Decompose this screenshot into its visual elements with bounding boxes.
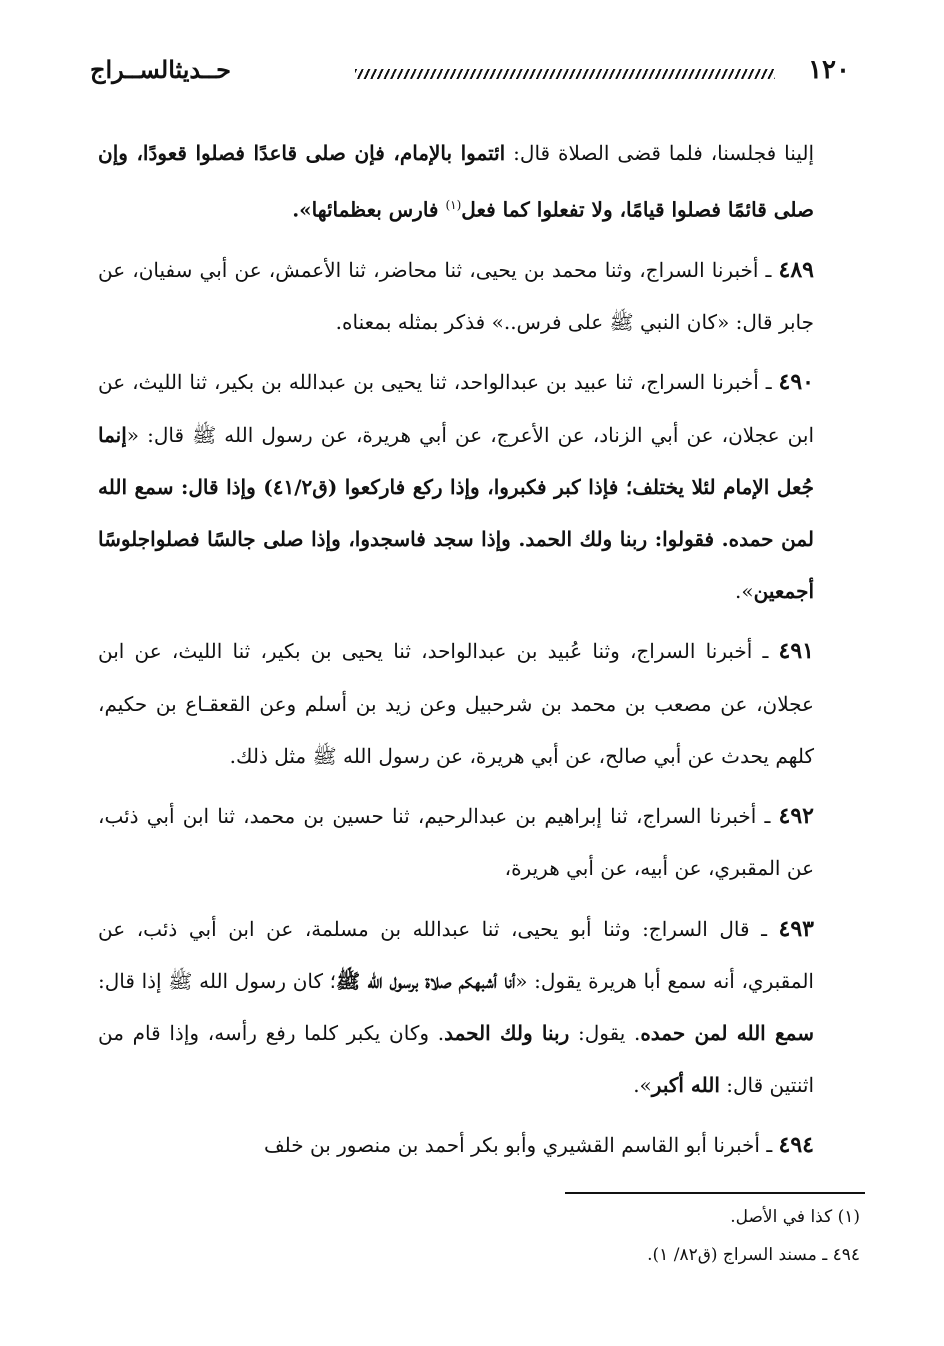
page-header [90,55,850,95]
hadith-number: ٤٩٠ [778,369,814,396]
main-text [98,125,814,1172]
hadith-text-bold: الله أكبر [651,1073,720,1098]
footnote-1: (١) كذا في الأصل. [730,1207,860,1227]
hadith-text-bold: فارس بعظمائها». [292,197,446,222]
text-run: . وكان يكبر كلما رفع رأسه، وإذا قام من اثنتين قال: [98,1020,814,1098]
hadith-text-bold: ربنا ولك الحمد [444,1020,570,1045]
hadith-number: ٤٨٩ [778,257,814,284]
hadith-number: ٤٩٢ [778,803,814,830]
footnotes [300,1198,860,1274]
text-run: ؛ كان رسول الله ﷺ إذا قال: [98,968,337,993]
hadith-number: ٤٩٣ [778,915,814,942]
footnote-marker: (١) [445,198,462,213]
text-run: ». [633,1073,652,1098]
hadith-490 [98,354,814,617]
text-run: ـ أخبرنا السراج، ثنا عبيد بن عبدالواحد، ثنا يحيى بن عبدالله بن بكير، ثنا الليث، عن ابن عجلان، عن أبي الزناد، عن الأعرج، عن أبي هريرة، عن رسول الله ﷺ قال: « [98,370,814,447]
hadith-489 [98,242,814,348]
hadith-number: ٤٩٤ [778,1132,814,1159]
hadith-text-bold: سمع الله لمن حمده [640,1020,814,1045]
hadith-text-bold: أنا أشبهكم صلاة برسول الله ﷺ [336,968,516,993]
hadith-text: ـ أخبرنا السراج، وثنا عُبيد بن عبدالواحد، ثنا يحيى بن بكير، ثنا الليث، عن ابن عجلان، عن مصعب بن محمد بن شرحبيل وعن زيد بن أسلم وعن القعقـاع بن حكيم، كلهم يحدث عن أبي صالح، عن أبي هريرة، عن رسول الله ﷺ مثل ذلك. [98,639,814,768]
footnote-source: ٤٩٤ ـ مسند السراج (ق٨٢/ ١). [647,1245,860,1265]
hadith-number: ٤٩١ [778,638,814,665]
hadith-text: ـ أخبرنا أبو القاسم القشيري وأبو بكر أحمد بن منصور بن خلف [263,1133,779,1158]
hadith-492 [98,788,814,894]
hadith-491 [98,623,814,782]
running-title: حــديثالســراج [90,55,231,84]
hadith-text: ـ أخبرنا السراج، ثنا إبراهيم بن عبدالرحيم، ثنا حسين بن محمد، ثنا ابن أبي ذئب، عن المقبري، عن أبيه، عن أبي هريرة، [98,804,814,881]
hadith-text-bold: إنما جُعل الإمام لئلا يختلف؛ فإذا كبر فكبروا، وإذا ركع فاركعوا (ق٤١/٢) وإذا قال: سمع الله لمن حمده. فقولوا: ربنا ولك الحمد. وإذا سجد فاسجدوا، وإذا صلى جالسًا فصلواجلوسًا أجمعين [98,422,814,604]
text-run: . يقول: [569,1020,641,1045]
hadith-text: ـ أخبرنا السراج، وثنا محمد بن يحيى، ثنا محاضر، ثنا الأعمش، عن أبي سفيان، عن جابر قال: «كان النبي ﷺ على فرس..» فذكر بمثله بمعناه. [98,258,814,335]
hadith-494 [98,1117,814,1171]
header-ornament-rule [355,69,775,79]
paragraph-continuation [98,125,814,236]
footnote-separator [565,1192,865,1194]
hadith-493 [98,901,814,1112]
text-run: ». [735,579,754,604]
page-number: ١٢٠ [808,55,850,85]
text-run: ـ قال السراج: وثنا أبو يحيى، ثنا عبدالله بن مسلمة، عن ابن أبي ذئب، عن المقبري، أنه سمع أبا هريرة يقول: « [98,916,814,993]
text-run: إلينا فجلسنا، فلما قضى الصلاة قال: [505,141,815,165]
hadith-text-bold: ائتموا بالإمام، فإن صلى قاعدًا فصلوا قعودًا، وإن صلى قائمًا فصلوا قيامًا، ولا تفعلوا كما فعل [98,141,814,222]
